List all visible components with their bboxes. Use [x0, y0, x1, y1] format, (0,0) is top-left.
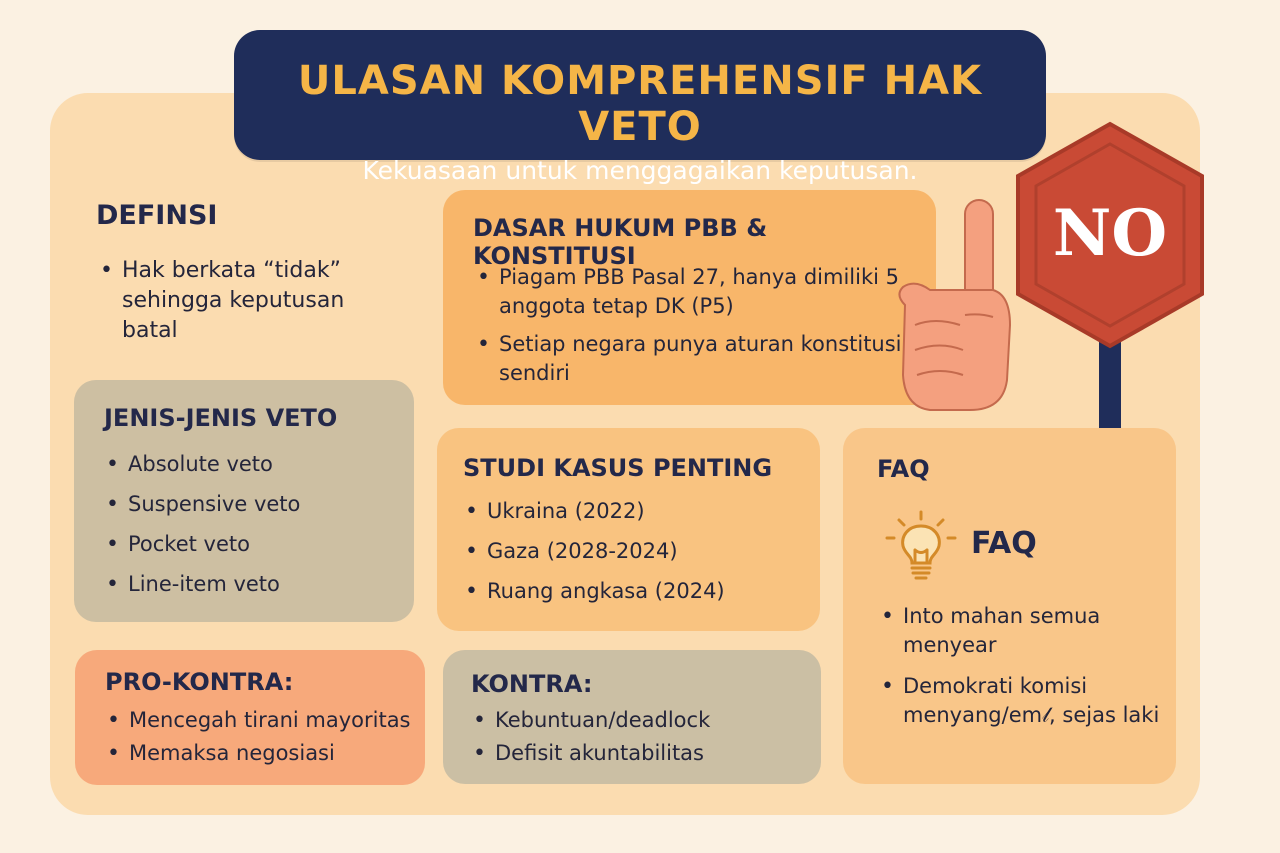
dasar-hukum-list	[473, 263, 923, 397]
lightbulb-icon	[881, 510, 961, 582]
jenis-veto-title: JENIS-JENIS VETO	[104, 404, 338, 432]
studi-kasus-list	[461, 497, 801, 617]
studi-kasus-panel	[437, 428, 820, 631]
faq-title: FAQ	[877, 455, 930, 483]
list-item: • Hak berkata “tidak” sehingga keputusan batal	[96, 256, 396, 346]
pro-kontra-panel	[75, 650, 425, 785]
studi-kasus-title: STUDI KASUS PENTING	[463, 454, 773, 482]
kontra-panel	[443, 650, 821, 784]
definisi-list	[96, 256, 396, 346]
dasar-hukum-panel	[443, 190, 936, 405]
list-item: • Defisit akuntabilitas	[469, 739, 809, 768]
list-item: • Ruang angkasa (2024)	[461, 577, 801, 606]
faq-list	[877, 602, 1167, 742]
list-item: • Ukraina (2022)	[461, 497, 801, 526]
page-subtitle: Kekuasaan untuk menggagaikan keputusan.	[362, 156, 918, 185]
list-item: • Absolute veto	[102, 450, 402, 479]
pro-kontra-title: PRO-KONTRA:	[105, 668, 294, 696]
list-item: • Memaksa negosiasi	[103, 739, 423, 768]
list-item: • Line-item veto	[102, 570, 402, 599]
faq-sub-label: FAQ	[971, 526, 1037, 561]
list-item: • Mencegah tirani mayoritas	[103, 706, 423, 735]
list-item: • Demokrati komisi menyang/em𝓁, sejas laki	[877, 672, 1167, 730]
kontra-list	[469, 706, 809, 772]
sign-label: NO	[1052, 196, 1168, 271]
jenis-veto-panel	[74, 380, 414, 622]
definisi-panel	[80, 180, 420, 360]
pro-list	[103, 706, 423, 772]
stop-sign-icon	[1010, 118, 1220, 430]
list-item: • Into mahan semua menyear	[877, 602, 1167, 660]
faq-subheading	[881, 510, 1141, 582]
header-banner	[234, 30, 1046, 185]
list-item: • Piagam PBB Pasal 27, hanya dimiliki 5 anggota tetap DK (P5)	[473, 263, 923, 321]
page-title: ULASAN KOMPREHENSIF HAK VETO	[297, 58, 983, 150]
no-stop-sign	[1010, 118, 1220, 430]
kontra-title: KONTRA:	[471, 670, 593, 698]
list-item: • Suspensive veto	[102, 490, 402, 519]
faq-panel	[843, 428, 1176, 784]
dasar-hukum-title: DASAR HUKUM PBB & KONSTITUSI	[473, 214, 768, 270]
raised-finger-hand-icon	[885, 195, 1015, 420]
list-item: • Gaza (2028-2024)	[461, 537, 801, 566]
list-item: • Pocket veto	[102, 530, 402, 559]
list-item: • Kebuntuan/deadlock	[469, 706, 809, 735]
definisi-title: DEFINSI	[96, 200, 218, 231]
jenis-veto-list	[102, 450, 402, 610]
list-item: • Setiap negara punya aturan konstitusi sendiri	[473, 330, 923, 388]
